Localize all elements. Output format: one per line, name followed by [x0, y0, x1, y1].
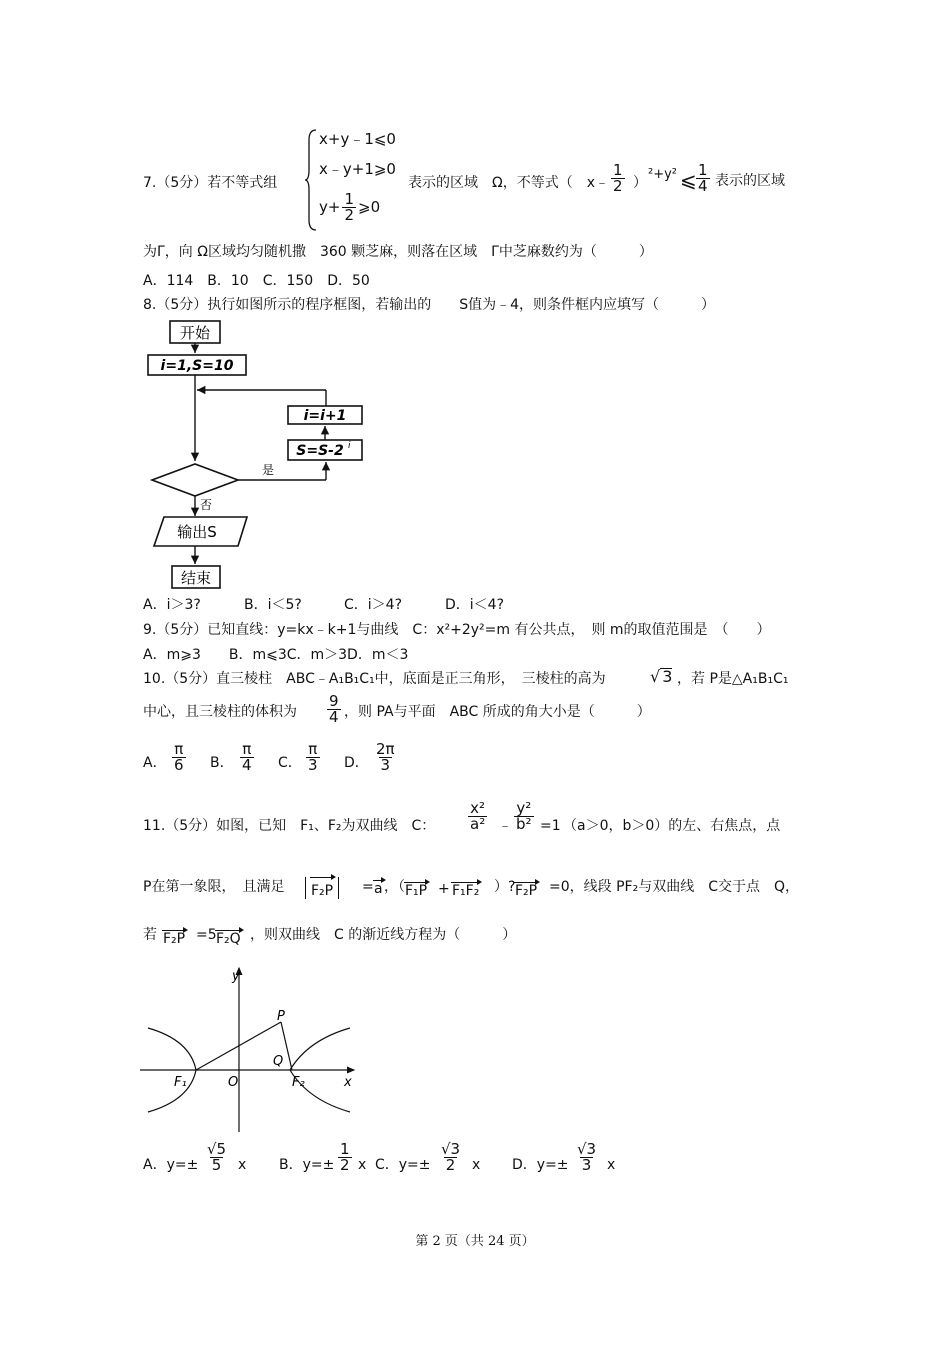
flow-condition-diamond	[152, 464, 238, 496]
q11-frac-y: $\frac{\text{y²}}{\text{b²}}$	[516, 799, 532, 833]
q11-eqa: =	[362, 879, 374, 895]
q11-option-a-label: A．y=±	[143, 1157, 199, 1173]
q11-option-c-x: x	[472, 1157, 481, 1173]
q11-option-d-x: x	[607, 1157, 616, 1173]
q7-line2: 为Γ，向 Ω区域均匀随机撒 360 颗芝麻，则落在区域 Γ中芝麻数约为（ ）	[143, 244, 653, 260]
q10-line1b: ，若 P是△A₁B₁C₁	[677, 671, 789, 687]
q8-flowchart	[140, 318, 380, 593]
q10-option-b-frac: $\frac{\pi}{4}$	[242, 740, 252, 774]
q9-text: 9.（5分）已知直线：y=kx﹣k+1与曲线 C：x²+2y²=m 有公共点， 则 m的取值范围是 （ ）	[143, 622, 771, 638]
q7-frac-den: 2	[613, 177, 623, 195]
q11-option-a-x: x	[238, 1157, 247, 1173]
q11-option-d-label: D．y=±	[512, 1157, 569, 1173]
q10-option-a-frac: $\frac{\pi}{6}$	[174, 740, 184, 774]
q7-frac-quarter	[694, 163, 712, 194]
q11-vec-a: a	[374, 881, 383, 897]
q11-vec-F1P: F₁P	[405, 883, 428, 899]
q7-half-num: 1	[344, 190, 354, 208]
q11-vec-F2P-abs: F₂P	[310, 877, 334, 903]
flow-update-sup: i	[348, 441, 351, 451]
q10-option-d-frac: $\frac{2\pi}{3}$	[376, 740, 395, 774]
q11-vec-F2P-2: F₂P	[163, 931, 186, 947]
q7-text-a: 表示的区域 Ω，不等式（ x﹣	[408, 175, 609, 191]
q7-number: 7.（5分）若不等式组	[143, 175, 278, 191]
q7-frac-half	[609, 163, 627, 194]
q7-quarter-num: 1	[698, 161, 708, 179]
q10-line2b: ，则 PA与平面 ABC 所成的角大小是（ ）	[344, 704, 651, 720]
q10-four: 4	[329, 708, 339, 726]
q7-brace	[304, 128, 318, 235]
q10-option-c-frac: $\frac{\pi}{3}$	[308, 740, 318, 774]
q10-frac-volume	[325, 694, 343, 725]
q10-option-b-label: B．	[210, 755, 234, 771]
q8-option-a: A．i＞3?	[143, 597, 201, 613]
q11-line1b: （a＞0，b＞0）的左、右焦点，点	[563, 818, 781, 834]
flow-start-label: 开始	[179, 324, 211, 342]
q8-option-d: D．i＜4?	[445, 597, 505, 613]
q7-text-b: 表示的区域	[715, 173, 785, 189]
q7-ineq-2: x﹣y+1⩾0	[319, 160, 396, 178]
q7-options: A．114 B．10 C．150 D．50	[143, 273, 370, 289]
q8-option-c: C．i＞4?	[344, 597, 403, 613]
q11-plus: +	[438, 881, 450, 897]
q11-eq5: =5	[196, 927, 217, 943]
flow-inc-label: i=i+1	[303, 408, 347, 424]
q9-options: A．m⩾3 B．m⩽3C．m＞3D．m＜3	[143, 647, 409, 663]
page-footer: 第 2 页（共 24 页）	[415, 1234, 535, 1249]
fig-label-F1: F₁	[174, 1075, 187, 1090]
flow-init-label: i=1,S=10	[160, 358, 234, 374]
q7-quarter-den: 4	[698, 177, 708, 195]
flow-end-label: 结束	[180, 569, 212, 587]
flow-yes-label: 是	[262, 463, 275, 477]
fig-label-O: O	[228, 1075, 239, 1090]
q10-sqrt3-val: 3	[662, 667, 673, 686]
flow-output-label: 输出S	[177, 523, 217, 541]
q11-line2c: ）?	[494, 879, 516, 895]
flow-update-label: S=S-2	[296, 443, 344, 459]
q10-line1a: 10.（5分）直三棱柱 ABC﹣A₁B₁C₁中，底面是正三角形， 三棱柱的高为	[143, 671, 606, 687]
q11-vec-F2Q: F₂Q	[216, 931, 241, 947]
q10-sqrt3: √ 3	[650, 667, 673, 686]
q11-option-d-frac: $\frac{√3}{3}$	[577, 1140, 597, 1174]
q11-frac-x: $\frac{\text{x²}}{\text{a²}}$	[470, 799, 486, 833]
q8-option-b: B．i＜5?	[244, 597, 302, 613]
fig-label-F2: F₂	[292, 1075, 305, 1090]
q11-hyperbola-figure	[140, 962, 370, 1137]
q7-le: ⩽	[680, 168, 697, 192]
q11-vec-F2P: F₂P	[515, 883, 538, 899]
q11-line3b: ，则双曲线 C 的渐近线方程为（ ）	[250, 927, 517, 943]
q11-line1a: 11.（5分）如图，已知 F₁、F₂为双曲线 C：	[143, 818, 436, 834]
q10-option-c-label: C．	[278, 755, 302, 771]
q11-option-c-label: C．y=±	[375, 1157, 431, 1173]
fig-label-y: y	[232, 969, 240, 984]
q11-eq1: =1	[540, 818, 561, 834]
q11-line2a: P在第一象限， 且满足	[143, 879, 285, 895]
q11-option-b-x: x	[358, 1157, 367, 1173]
q11-option-c-frac: $\frac{√3}{2}$	[441, 1140, 461, 1174]
q10-option-d-label: D．	[344, 755, 369, 771]
q7-paren-close: ）	[633, 175, 647, 191]
q11-minus: ﹣	[498, 818, 512, 834]
q11-line2b: ，（	[384, 879, 405, 895]
q11-abs-F2P	[305, 877, 339, 899]
fig-label-P: P	[277, 1009, 285, 1024]
q11-option-a-frac: $\frac{√5}{5}$	[207, 1140, 227, 1174]
q10-option-a-label: A．	[143, 755, 167, 771]
fig-label-x: x	[344, 1075, 352, 1090]
fig-label-Q: Q	[273, 1054, 284, 1069]
q10-nine: 9	[329, 692, 339, 710]
q7-ineq-3-rhs: ⩾0	[358, 198, 381, 216]
q7-ineq-3-lhs: y+	[319, 198, 341, 216]
q10-line2a: 中心，且三棱柱的体积为	[143, 704, 297, 720]
flow-no-label: 否	[200, 498, 213, 512]
q11-option-b-label: B．y=±	[279, 1157, 335, 1173]
q7-squares: ²+y²	[648, 167, 678, 182]
q7-frac-num: 1	[613, 161, 623, 179]
q8-text: 8.（5分）执行如图所示的程序框图，若输出的 S值为﹣4，则条件框内应填写（ ）	[143, 297, 716, 313]
q11-line3a: 若	[143, 927, 157, 943]
q11-vec-F1F2: F₁F₂	[452, 883, 480, 899]
q7-ineq-1: x+y﹣1⩽0	[319, 130, 396, 148]
q7-ineq-3	[319, 192, 380, 223]
q11-option-b-frac: $\frac{1}{2}$	[340, 1140, 350, 1174]
q11-line2d: =0，线段 PF₂与双曲线 C交于点 Q，	[549, 879, 799, 895]
q7-half-den: 2	[344, 206, 354, 224]
